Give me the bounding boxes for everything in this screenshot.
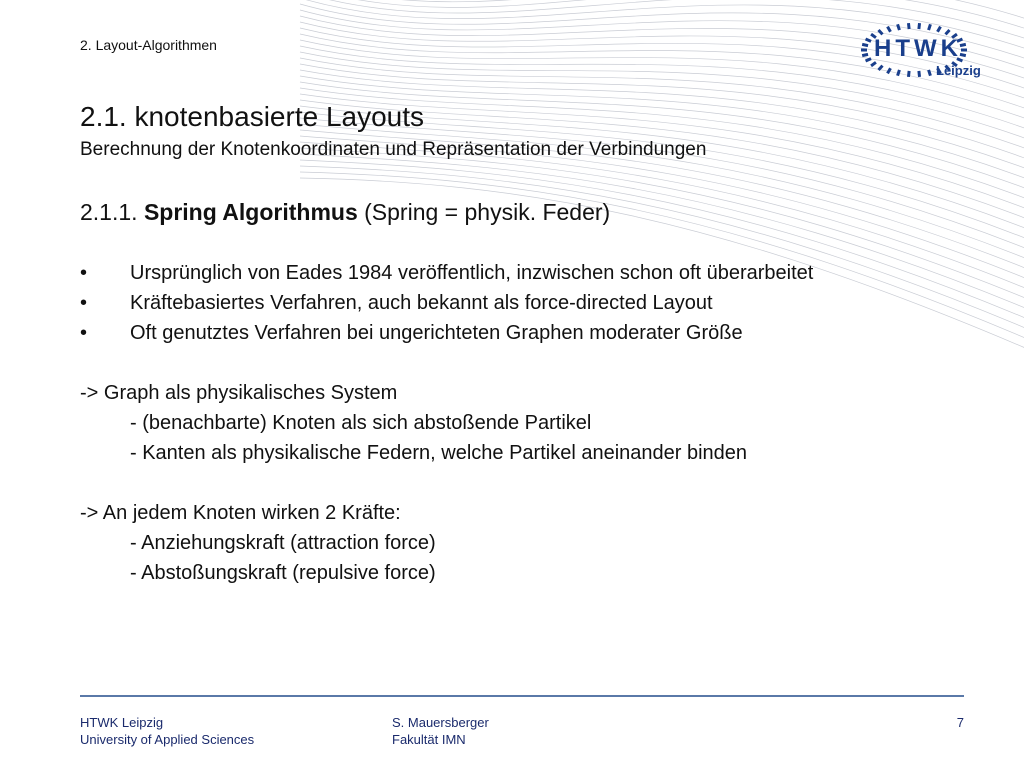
logo-dot xyxy=(896,69,901,76)
block2-item: - Anziehungskraft (attraction force) xyxy=(130,532,436,554)
slide-subtitle: Berechnung der Knotenkoordinaten und Repräsentation der Verbindungen xyxy=(80,139,707,160)
logo-dot xyxy=(936,26,942,33)
bullet-text: Kräftebasiertes Verfahren, auch bekannt als force-directed Layout xyxy=(130,292,713,314)
block1-lead: -> Graph als physikalisches System xyxy=(80,382,398,404)
logo-dot xyxy=(917,23,921,29)
block2-item: - Abstoßungskraft (repulsive force) xyxy=(130,562,436,584)
slide-title: 2.1. knotenbasierte Layouts xyxy=(80,101,425,132)
logo-dot xyxy=(862,43,868,47)
bullet-symbol: • xyxy=(80,322,88,344)
logo-dot xyxy=(861,49,867,52)
heading-number: 2.1.1. xyxy=(80,199,138,225)
wave-line xyxy=(300,82,1024,190)
logo-dot xyxy=(896,24,901,31)
footer-author: S. Mauersberger xyxy=(392,715,489,730)
block1-item: - (benachbarte) Knoten als sich abstoßende Partikel xyxy=(130,412,592,434)
bullet-item xyxy=(80,322,743,345)
wave-line xyxy=(300,118,1024,250)
logo-dot xyxy=(927,69,932,76)
block1-item: - Kanten als physikalische Federn, welche Partikel aneinander binden xyxy=(130,442,748,464)
logo-subtext: Leipzig xyxy=(936,63,981,78)
footer-divider xyxy=(80,695,964,697)
page-number: 7 xyxy=(956,715,964,730)
logo-dot xyxy=(907,23,911,29)
logo-dot xyxy=(865,38,872,43)
footer-middle xyxy=(392,714,489,748)
bullet-symbol: • xyxy=(80,292,88,314)
bullet-item xyxy=(80,262,813,285)
footer-institution: HTWK Leipzig xyxy=(80,715,164,730)
section-heading xyxy=(80,199,610,226)
bullet-item xyxy=(80,292,713,315)
htwk-logo xyxy=(858,22,988,82)
bullet-text: Ursprünglich von Eades 1984 veröffentlich, inzwischen schon oft überarbeitet xyxy=(130,262,814,284)
block2-lead: -> An jedem Knoten wirken 2 Kräfte: xyxy=(80,502,401,524)
logo-dot xyxy=(886,26,892,33)
bullet-text: Oft genutztes Verfahren bei ungerichteten Graphen moderater Größe xyxy=(130,322,743,344)
heading-rest: (Spring = physik. Feder) xyxy=(364,199,611,225)
logo-dot xyxy=(907,71,911,77)
section-label: 2. Layout-Algorithmen xyxy=(80,37,217,53)
logo-dot xyxy=(870,61,877,67)
logo-text: HTWK xyxy=(874,35,962,62)
bullet-symbol: • xyxy=(80,262,88,284)
heading-bold: Spring Algorithmus xyxy=(143,199,358,225)
logo-dot xyxy=(886,67,892,74)
footer-institution-sub: University of Applied Sciences xyxy=(80,732,255,747)
footer-faculty: Fakultät IMN xyxy=(392,732,466,747)
logo-dot xyxy=(927,24,932,31)
logo-dot xyxy=(877,65,883,71)
logo-dot xyxy=(865,57,872,62)
logo-dot xyxy=(862,53,868,57)
footer-left xyxy=(80,714,254,748)
logo-dot xyxy=(917,71,921,77)
